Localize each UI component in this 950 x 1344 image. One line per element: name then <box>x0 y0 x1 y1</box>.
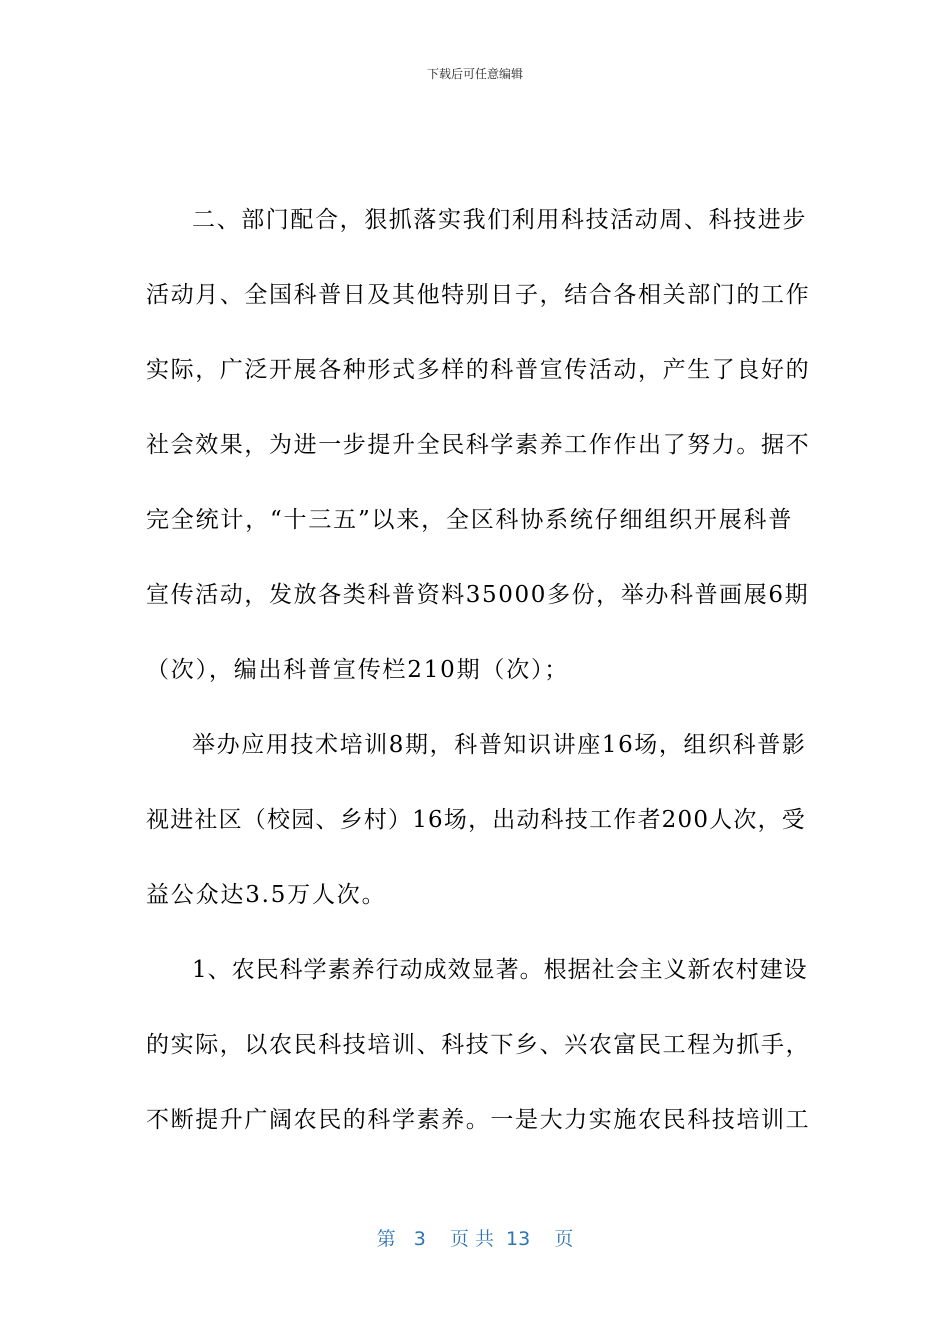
paragraph-line: 益公众达3.5万人次。 <box>146 882 387 908</box>
paragraph-line: 完全统计，“十三五”以来，全区科协系统仔细组织开展科普 <box>146 507 794 533</box>
paragraph-line: 宣传活动，发放各类科普资料35000多份，举办科普画展6期 <box>146 582 810 608</box>
paragraph-line: 举办应用技术培训8期，科普知识讲座16场，组织科普影 <box>192 732 807 758</box>
paragraph-line: 社会效果，为进一步提升全民科学素养工作作出了努力。据不 <box>146 432 811 458</box>
paragraph-line: 实际，广泛开展各种形式多样的科普宣传活动，产生了良好的 <box>146 357 811 383</box>
page-header: 下载后可任意编辑 <box>426 67 523 81</box>
paragraph-line: （次），编出科普宣传栏210期（次）； <box>146 657 570 683</box>
paragraph-line: 1、农民科学素养行动成效显著。根据社会主义新农村建设 <box>192 957 808 983</box>
paragraph-line: 的实际，以农民科技培训、科技下乡、兴农富民工程为抓手， <box>146 1032 811 1058</box>
page-number-footer: 第 3 页 共 13 页 <box>376 1228 574 1250</box>
paragraph-line: 二、部门配合，狠抓落实我们利用科技活动周、科技进步 <box>192 207 807 233</box>
paragraph-line: 不断提升广阔农民的科学素养。一是大力实施农民科技培训工 <box>146 1107 811 1133</box>
paragraph-line: 活动月、全国科普日及其他特别日子，结合各相关部门的工作 <box>146 282 811 308</box>
paragraph-line: 视进社区（校园、乡村）16场，出动科技工作者200人次，受 <box>146 807 806 833</box>
